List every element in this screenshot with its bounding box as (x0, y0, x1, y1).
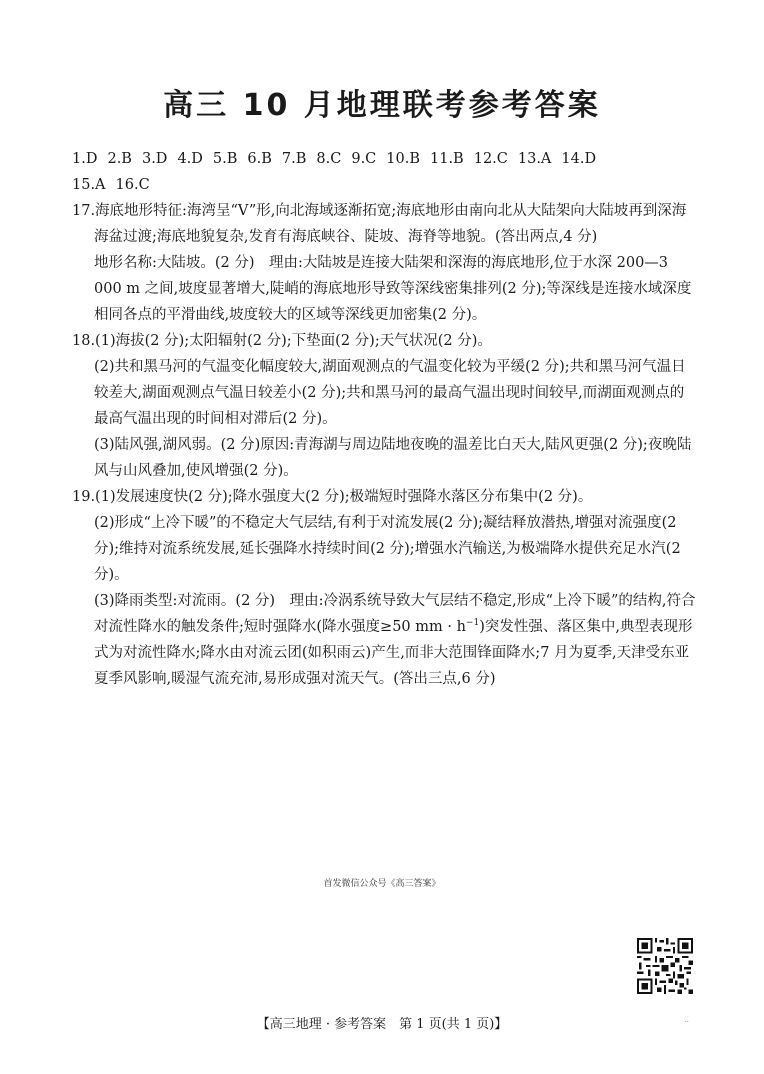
page-title: 高三 10 月地理联考参考答案 (163, 88, 601, 123)
mc-answer: 13.A (517, 151, 552, 167)
question-19-part-1: 19.(1)发展速度快(2 分);降水强度大(2 分);极端短时强降水落区分布集中(2 分)。 (72, 489, 593, 505)
mc-answer: 4.D (177, 151, 203, 167)
mc-answer: 8.C (316, 151, 342, 167)
answer-content (72, 146, 696, 692)
question-18-part-1: 18.(1)海拔(2 分);太阳辐射(2 分);下垫面(2 分);天气状况(2 分)。 (72, 333, 492, 349)
qr-code-icon (637, 938, 693, 994)
multiple-choice-answers-row-1 (72, 146, 696, 172)
mc-answer: 15.A (72, 177, 106, 193)
mc-answer: 10.B (386, 151, 420, 167)
question-18-part-2: (2)共和黑马河的气温变化幅度较大,湖面观测点的气温变化较为平缓(2 分);共和黑马河气温日较差大,湖面观测点气温日较差小(2 分);共和黑马河的最高气温出现时间较早,而湖面观测点的最高气温出现的时间相对滞后(2 分)。 (94, 359, 686, 427)
mc-answer: 9.C (351, 151, 377, 167)
question-17-part-2: 地形名称:大陆坡。(2 分) 理由:大陆坡是连接大陆架和深海的海底地形,位于水深 200—3 000 m 之间,坡度显著增大,陡峭的海底地形导致等深线密集排列(2 分);等深线是连接水域深度相同各点的平滑曲线,坡度较大的区域等深线更加密集(2 分)。 (94, 255, 692, 323)
multiple-choice-answers-row-2 (72, 172, 696, 198)
mc-answer: 14.D (561, 151, 597, 167)
mc-answer: 5.B (212, 151, 238, 167)
mc-answer: 11.B (430, 151, 464, 167)
question-19-part-3-text-b: )突发性强、落区集中,典型表现形式为对流性降水;降水由对流云团(如积雨云)产生,而非大范围锋面降水;7 月为夏季,天津受东亚夏季风影响,暖湿气流充沛,易形成强对流天气。(答出三点,6 分) (94, 619, 693, 687)
question-18-part-3: (3)陆风强,湖风弱。(2 分)原因:青海湖与周边陆地夜晚的温差比白天大,陆风更强(2 分);夜晚陆风与山风叠加,使风增强(2 分)。 (94, 437, 692, 479)
source-note: 首发微信公众号《高三答案》 (323, 879, 441, 889)
mc-answer: 3.D (141, 151, 168, 167)
question-19-part-2: (2)形成“上冷下暖”的不稳定大气层结,有利于对流发展(2 分);凝结释放潜热,增强对流强度(2 分);维持对流系统发展,延长强降水持续时间(2 分);增强水汽输送,为极端降水提供充足水汽(2 分)。 (94, 515, 681, 583)
mc-answer: 1.D (72, 151, 98, 167)
page-footer: 【高三地理 · 参考答案 第 1 页(共 1 页)】 (256, 1017, 508, 1032)
question-19-part-3-text-a: (3)降雨类型:对流雨。(2 分) 理由:冷涡系统导致大气层结不稳定,形成“上冷下暖”的结构,符合对流性降水的触发条件;短时强降水(降水强度≥50 mm · h (94, 593, 696, 635)
mc-answer: 6.B (247, 151, 272, 167)
question-19-part-3 (72, 588, 696, 692)
footer-dots: .. (684, 1015, 690, 1024)
question-17-part-1: 17.海底地形特征:海湾呈“V”形,向北海域逐渐拓宽;海底地形由南向北从大陆架向大陆坡再到深海海盆过渡;海底地貌复杂,发育有海底峡谷、陡坡、海脊等地貌。(答出两点,4 分) (72, 203, 687, 245)
mc-answer: 16.C (115, 177, 150, 193)
unit-exponent: −1 (465, 618, 480, 629)
mc-answer: 2.B (107, 151, 132, 167)
mc-answer: 7.B (281, 151, 307, 167)
mc-answer: 12.C (473, 151, 508, 167)
